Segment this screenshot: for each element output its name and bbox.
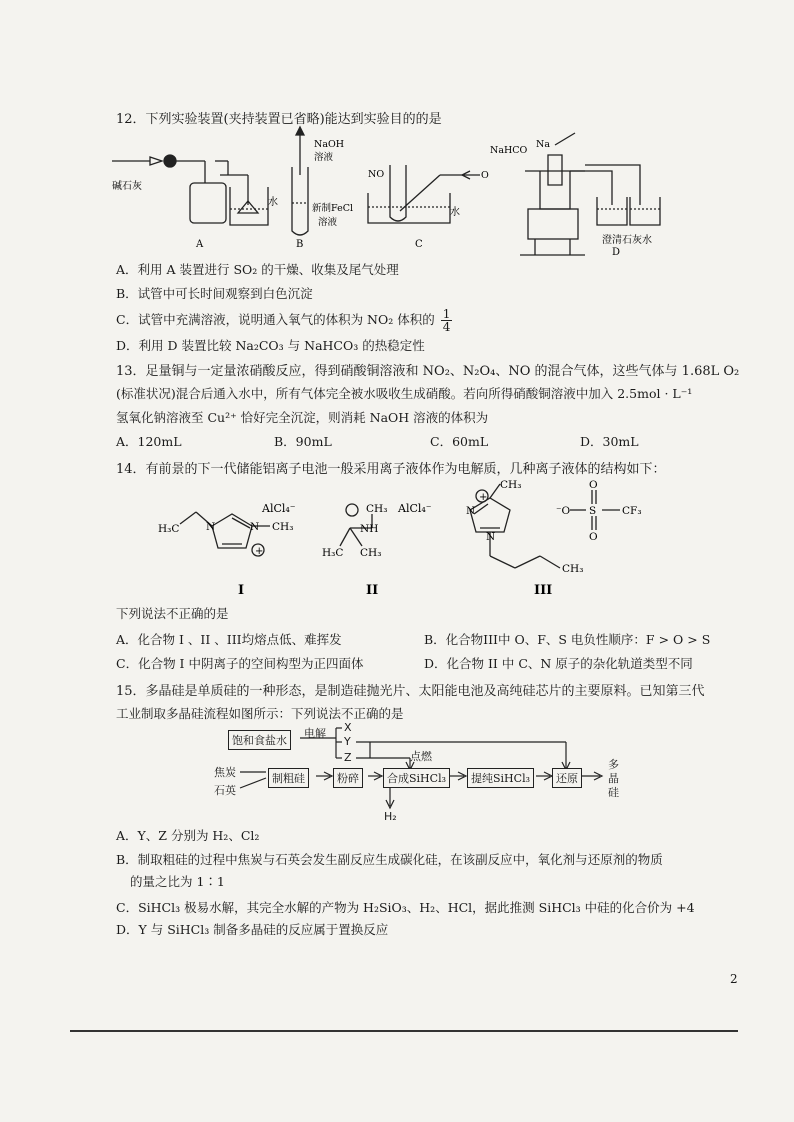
q15-option-a: A．Y、Z 分别为 H₂、Cl₂ xyxy=(116,828,260,843)
struct-ch3-1: CH₃ xyxy=(272,521,294,533)
flow-product-2: 晶 xyxy=(608,772,619,785)
q12-label-b: B xyxy=(296,239,304,250)
bottom-divider xyxy=(70,1030,738,1032)
struct-alcl4-1: AlCl₄⁻ xyxy=(262,502,296,515)
struct-cf3: CF₃ xyxy=(622,505,642,517)
q15-option-b-line2: 的量之比为 1∶1 xyxy=(130,874,225,889)
flow-x: X xyxy=(344,721,352,734)
flow-h2: H₂ xyxy=(384,810,397,823)
struct-roman-3: III xyxy=(534,583,553,598)
q12-label-d: D xyxy=(612,247,621,258)
frac-num: 1 xyxy=(442,307,451,321)
flow-z: Z xyxy=(344,751,352,764)
struct-h3c-1: H₃C xyxy=(158,523,180,535)
flow-product-1: 多 xyxy=(608,758,619,771)
q13-option-b: B．90mL xyxy=(274,434,332,449)
q12-label-no2: NO xyxy=(368,169,385,180)
struct-o-bottom: O xyxy=(589,531,598,543)
flow-ignite: 点燃 xyxy=(410,750,432,763)
q12-option-b: B．试管中可长时间观察到白色沉淀 xyxy=(116,286,313,301)
q13-line1: 13．足量铜与一定量浓硝酸反应，得到硝酸铜溶液和 NO₂、N₂O₄、NO 的混合气体，这些气体与 1.68L O₂ xyxy=(116,364,740,379)
q12-label-c: C xyxy=(415,239,423,250)
q12-label-rongye2: 溶液 xyxy=(318,217,338,228)
flow-synth-sihcl3: 合成SiHCl₃ xyxy=(383,768,450,788)
frac-den: 4 xyxy=(442,320,451,334)
struct-s: S xyxy=(589,505,597,517)
struct-n3: N xyxy=(466,505,476,517)
q12-label-o2: O xyxy=(481,170,489,181)
struct-roman-2: II xyxy=(366,583,379,598)
q15-option-c: C．SiHCl₃ 极易水解，其完全水解的产物为 H₂SiO₃、H₂、HCl，据此推测 SiHCl₃ 中硅的化合价为 +4 xyxy=(116,900,695,915)
struct-roman-1: I xyxy=(238,583,245,598)
struct-plus-1: + xyxy=(255,546,264,557)
struct-h3c-2: H₃C xyxy=(322,547,344,559)
q12-label-a: A xyxy=(196,239,204,250)
flow-purify-sihcl3: 提纯SiHCl₃ xyxy=(467,768,534,788)
struct-o-minus: ⁻O xyxy=(556,505,571,517)
q15-line2: 工业制取多晶硅流程如图所示：下列说法不正确的是 xyxy=(116,706,404,721)
q13-option-c: C．60mL xyxy=(430,434,489,449)
q12-label-na2co3: Na xyxy=(536,139,550,150)
q12-label-nahco3: NaHCO xyxy=(490,145,528,156)
page-number: 2 xyxy=(730,972,738,986)
q12-option-c xyxy=(116,308,452,333)
q13-option-a: A．120mL xyxy=(116,434,182,449)
q14-structures-figure xyxy=(0,474,794,604)
q14-option-a: A．化合物 I 、II 、III均熔点低、难挥发 xyxy=(116,632,342,647)
struct-ch3-3: CH₃ xyxy=(360,547,382,559)
flow-crude-silicon: 制粗硅 xyxy=(268,768,309,788)
struct-o-top: O xyxy=(589,479,598,491)
flow-electrolysis: 电解 xyxy=(304,727,326,740)
q12-option-c-text: C．试管中充满溶液，说明通入氧气的体积为 NO₂ 体积的 xyxy=(116,312,435,327)
q15-option-b-line1: B．制取粗硅的过程中焦炭与石英会发生副反应生成碳化硅，在该副反应中，氧化剂与还原剂的物质 xyxy=(116,852,663,867)
fraction-one-quarter xyxy=(441,308,453,333)
flow-coke: 焦炭 xyxy=(214,766,236,779)
q14-option-d: D．化合物 II 中 C、N 原子的杂化轨道类型不同 xyxy=(424,656,693,671)
q14-option-c: C．化合物 I 中阴离子的空间构型为正四面体 xyxy=(116,656,364,671)
q15-line1: 15．多晶硅是单质硅的一种形态，是制造硅抛光片、太阳能电池及高纯硅芯片的主要原料。已知第三代 xyxy=(116,684,705,699)
q12-stem: 12．下列实验装置(夹持装置已省略)能达到实验目的的是 xyxy=(116,112,442,127)
q13-line2: (标准状况)混合后通入水中，所有气体完全被水吸收生成硝酸。若向所得硝酸铜溶液中加入 2.5mol · L⁻¹ xyxy=(116,386,693,401)
flow-product-3: 硅 xyxy=(608,786,619,799)
q12-label-rongye: 溶液 xyxy=(314,152,334,163)
flow-quartz: 石英 xyxy=(214,784,236,797)
q12-option-a: A．利用 A 装置进行 SO₂ 的干燥、收集及尾气处理 xyxy=(116,262,399,277)
struct-plus-2: + xyxy=(479,492,488,503)
struct-nh: NH xyxy=(360,523,379,535)
q13-option-d: D．30mL xyxy=(580,434,639,449)
struct-ch3-2: CH₃ xyxy=(366,503,388,515)
flow-crush: 粉碎 xyxy=(333,768,363,788)
struct-n2: N xyxy=(250,521,260,533)
q12-option-d: D．利用 D 装置比较 Na₂CO₃ 与 NaHCO₃ 的热稳定性 xyxy=(116,338,425,353)
struct-alcl4-2: AlCl₄⁻ xyxy=(398,502,432,515)
q14-option-b: B．化合物III中 O、F、S 电负性顺序：F > O > S xyxy=(424,632,711,647)
q12-label-shui1: 水 xyxy=(268,197,278,208)
q12-label-jianshihui: 碱石灰 xyxy=(112,181,142,192)
struct-ch3-5: CH₃ xyxy=(562,563,584,575)
struct-n1: N xyxy=(206,521,216,533)
q12-label-naoh: NaOH xyxy=(314,139,345,150)
struct-n4: N xyxy=(486,531,496,543)
flow-reduce: 还原 xyxy=(552,768,582,788)
q14-stem: 14．有前景的下一代储能铝离子电池一般采用离子液体作为电解质，几种离子液体的结构如下： xyxy=(116,462,666,477)
q12-label-xinzhi: 新制FeCl xyxy=(312,203,354,214)
q15-option-d: D．Y 与 SiHCl₃ 制备多晶硅的反应属于置换反应 xyxy=(116,922,389,937)
q13-line3: 氢氧化钠溶液至 Cu²⁺ 恰好完全沉淀，则消耗 NaOH 溶液的体积为 xyxy=(116,410,489,425)
flow-brine: 饱和食盐水 xyxy=(228,730,291,750)
q12-label-shui2: 水 xyxy=(450,207,460,218)
struct-ch3-4: CH₃ xyxy=(500,479,522,491)
q14-question: 下列说法不正确的是 xyxy=(116,606,229,621)
flow-y: Y xyxy=(344,735,351,748)
q12-label-chengqing: 澄清石灰水 xyxy=(602,235,652,246)
